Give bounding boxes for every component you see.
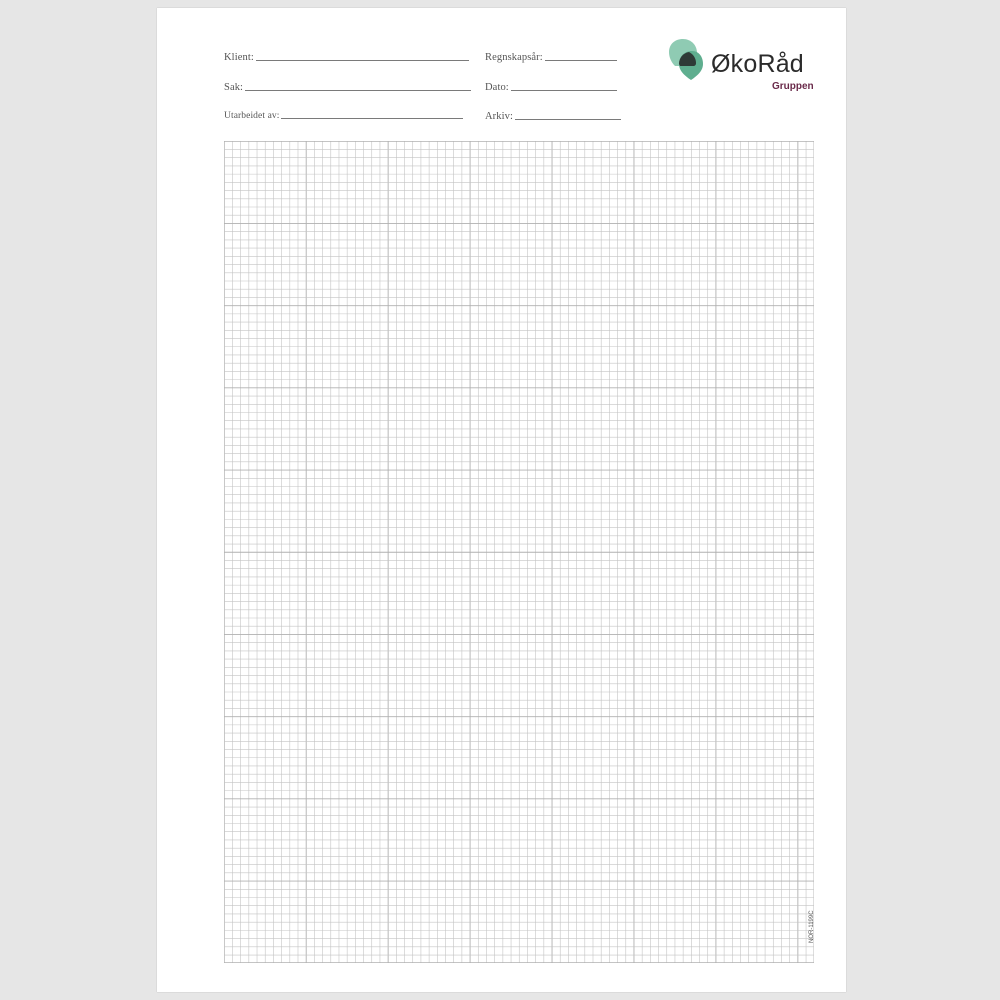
graph-grid[interactable] <box>224 141 814 963</box>
okorad-logo <box>665 38 825 98</box>
archive-line[interactable] <box>515 119 621 120</box>
client-label: Klient: <box>224 52 254 63</box>
accounting-year-field[interactable] <box>485 52 617 63</box>
graph-paper-page <box>157 8 846 992</box>
case-line[interactable] <box>245 90 471 91</box>
client-field[interactable] <box>224 52 469 63</box>
prepared-by-field[interactable] <box>224 111 463 121</box>
date-field[interactable] <box>485 82 617 93</box>
overlapping-leaves-icon <box>665 38 707 82</box>
date-label: Dato: <box>485 82 509 93</box>
form-code: NOR-1199C <box>809 910 815 943</box>
case-field[interactable] <box>224 82 471 93</box>
client-line[interactable] <box>256 60 469 61</box>
logo-name: ØkoRåd <box>711 50 804 78</box>
prepared-by-line[interactable] <box>281 118 463 119</box>
case-label: Sak: <box>224 82 244 93</box>
prepared-by-label: Utarbeidet av: <box>224 111 280 121</box>
logo-subtitle: Gruppen <box>772 81 814 92</box>
date-line[interactable] <box>511 90 617 91</box>
archive-field[interactable] <box>485 111 621 122</box>
archive-label: Arkiv: <box>485 111 514 122</box>
accounting-year-label: Regnskapsår: <box>485 52 543 63</box>
accounting-year-line[interactable] <box>545 60 617 61</box>
